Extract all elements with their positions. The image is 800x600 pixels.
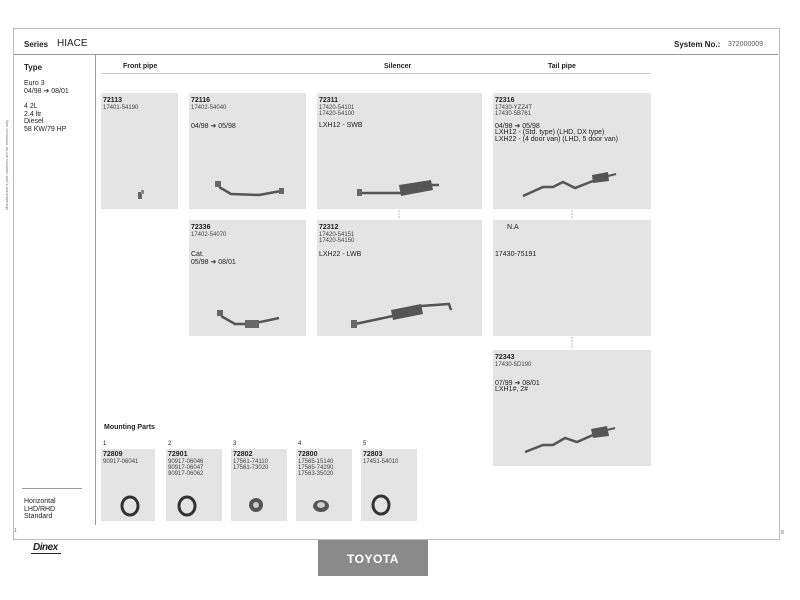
page-number-left: 1 bbox=[14, 528, 17, 534]
mounting-parts-title: Mounting Parts bbox=[104, 424, 155, 431]
type-line: Diesel bbox=[24, 118, 44, 126]
rubber-mount-icon bbox=[231, 449, 287, 521]
part-description: LXH22 - (4 door van) (LHD, 5 door van) bbox=[495, 136, 618, 143]
dinex-logo: Dinex bbox=[33, 542, 58, 553]
part-description: 05/98 ➔ 08/01 bbox=[191, 259, 236, 266]
brand-tab: TOYOTA bbox=[318, 540, 428, 576]
part-description: LXH12 - (Std. type) (LHD, DX type) bbox=[495, 129, 605, 136]
oe-number: 17401-54190 bbox=[103, 105, 139, 111]
part-description: 07/99 ➔ 08/01 bbox=[495, 380, 540, 387]
column-header-silencer: Silencer bbox=[384, 63, 412, 70]
oe-number: 17430-YZZ4T bbox=[495, 105, 533, 111]
mount-index: 2 bbox=[168, 441, 172, 447]
system-number-label: System No.: bbox=[674, 40, 721, 49]
oe-number: 17420-54100 bbox=[319, 111, 355, 117]
rubber-mount-icon bbox=[296, 449, 352, 521]
part-number: 72113 bbox=[103, 97, 123, 104]
mount-index: 1 bbox=[103, 441, 107, 447]
oe-number: 90917-06047 bbox=[168, 465, 204, 471]
mount-card[interactable] bbox=[166, 449, 222, 521]
part-number: 72312 bbox=[319, 224, 339, 231]
part-description: LXH1#, 2# bbox=[495, 386, 529, 393]
oe-number: 17430-5D190 bbox=[495, 362, 532, 368]
part-description: 17430-75191 bbox=[495, 251, 537, 258]
gasket-ring-icon bbox=[101, 449, 155, 521]
oe-number: 17565-15140 bbox=[298, 459, 334, 465]
part-number: 72336 bbox=[191, 224, 211, 231]
oe-number: 17420-54101 bbox=[319, 105, 355, 111]
gasket-ring-icon bbox=[361, 449, 417, 521]
mount-card[interactable] bbox=[231, 449, 287, 521]
part-number: 72800 bbox=[298, 451, 318, 458]
mount-index: 4 bbox=[298, 441, 302, 447]
type-label: Type bbox=[24, 63, 43, 72]
oe-number: 90917-06062 bbox=[168, 471, 204, 477]
oe-number: 17430-5B761 bbox=[495, 111, 532, 117]
column-header-front-pipe: Front pipe bbox=[123, 63, 158, 70]
mount-card[interactable] bbox=[296, 449, 352, 521]
column-header-tail-pipe: Tail pipe bbox=[548, 63, 576, 70]
oe-number: 90917-06046 bbox=[168, 459, 204, 465]
oe-number: 17451-54010 bbox=[363, 459, 399, 465]
oe-number: 90917-06041 bbox=[103, 459, 139, 465]
part-number: 72803 bbox=[363, 451, 383, 458]
mount-card[interactable] bbox=[101, 449, 155, 521]
type-line: 2.4 ltr bbox=[24, 110, 42, 118]
oe-number: 17563-35020 bbox=[298, 471, 334, 477]
fitment-line: Standard bbox=[24, 513, 53, 521]
part-number: N.A bbox=[507, 224, 519, 231]
gasket-ring-icon bbox=[166, 449, 222, 521]
part-number: 72343 bbox=[495, 354, 515, 361]
part-description: 04/98 ➔ 05/98 bbox=[191, 123, 236, 130]
page-number-right: 8 bbox=[781, 530, 784, 536]
oe-number: 17565-74290 bbox=[298, 465, 334, 471]
part-number: 72116 bbox=[191, 97, 211, 104]
part-number: 72316 bbox=[495, 97, 515, 104]
series-label: Series bbox=[24, 40, 49, 49]
type-line: 04/98 ➔ 08/01 bbox=[24, 87, 69, 95]
oe-number: 17402-54070 bbox=[191, 232, 227, 238]
part-description: 04/98 ➔ 05/98 bbox=[495, 123, 540, 130]
type-line: Euro 3 bbox=[24, 80, 45, 87]
series-value: HIACE bbox=[57, 38, 88, 49]
oe-number: 17402-54040 bbox=[191, 105, 227, 111]
part-number: 72809 bbox=[103, 451, 123, 458]
mount-card[interactable] bbox=[361, 449, 417, 521]
part-description: LXH12 - SWB bbox=[319, 122, 363, 129]
oe-number: 17420-54150 bbox=[319, 238, 355, 244]
oe-number: 17420-54151 bbox=[319, 232, 355, 238]
part-number: 72901 bbox=[168, 451, 188, 458]
mount-index: 3 bbox=[233, 441, 237, 447]
mount-index: 5 bbox=[363, 441, 367, 447]
dinex-logo-underline bbox=[31, 553, 61, 554]
fitment-line: LHD/RHD bbox=[24, 505, 56, 513]
fitment-line: Horizontal bbox=[24, 498, 56, 505]
oe-number: 17561-73020 bbox=[233, 465, 269, 471]
vertical-note: Manufacturer's part numbers are for reference only bbox=[4, 119, 9, 210]
system-number-value: 372000009 bbox=[728, 41, 764, 48]
part-number: 72311 bbox=[319, 97, 339, 104]
part-number: 72802 bbox=[233, 451, 253, 458]
part-description: Cat. bbox=[191, 251, 204, 258]
oe-number: 17561-74110 bbox=[233, 459, 268, 465]
type-line: 58 KW/79 HP bbox=[24, 126, 67, 134]
part-description: LXH22 - LWB bbox=[319, 251, 362, 258]
type-line: 4 2L bbox=[24, 103, 38, 111]
